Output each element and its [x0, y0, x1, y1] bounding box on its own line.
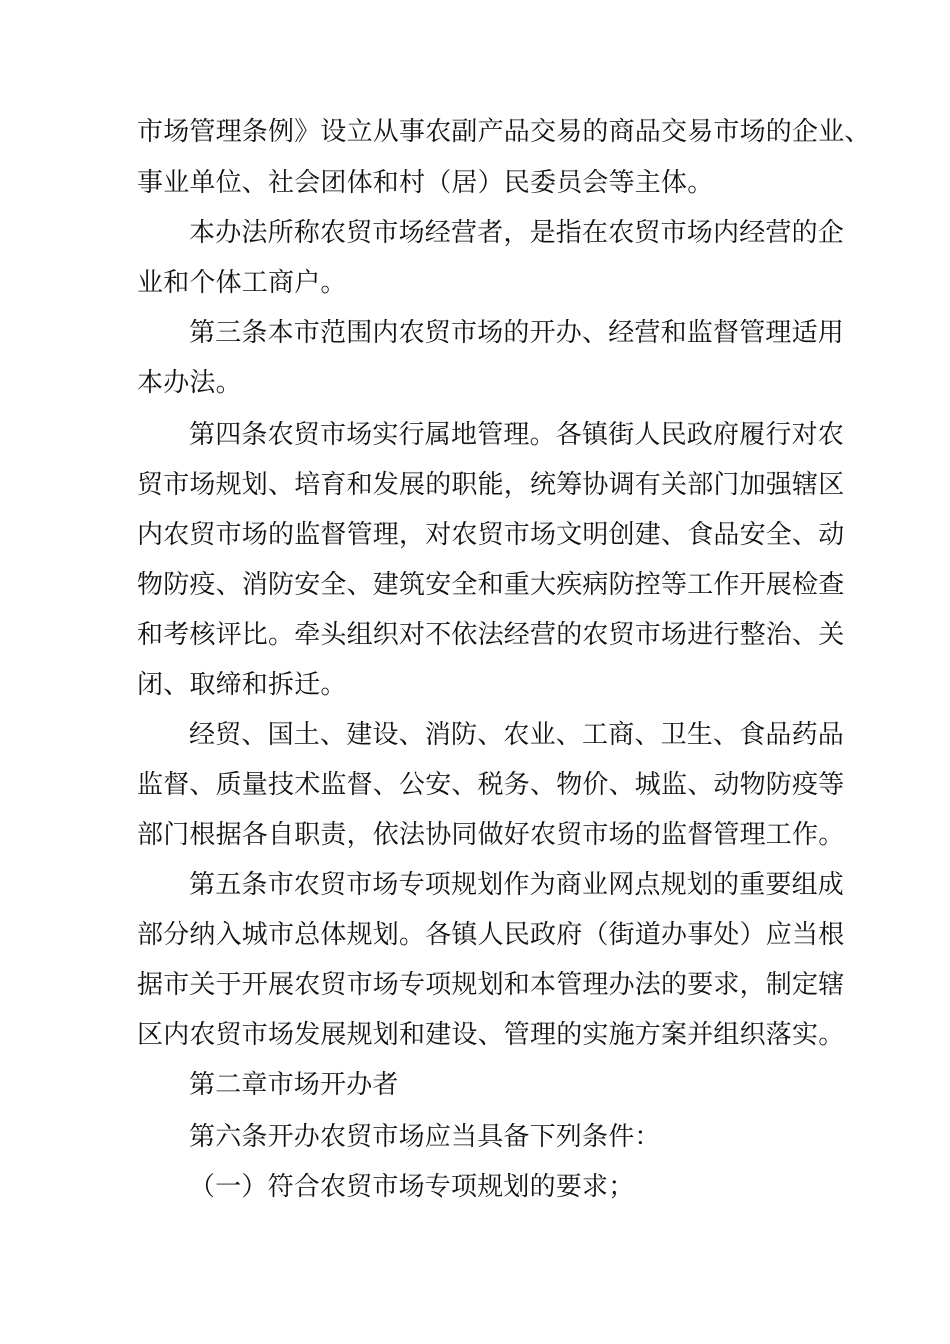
chapter-heading: 第二章市场开办者 [189, 1070, 399, 1100]
text-line-16: 第五条市农贸市场专项规划作为商业网点规划的重要组成 [189, 870, 845, 900]
text-line-19: 区内农贸市场发展规划和建设、管理的实施方案并组织落实。 [137, 1020, 845, 1050]
text-line-15: 部门根据各自职责，依法协同做好农贸市场的监督管理工作。 [137, 820, 845, 850]
text-line-2: 事业单位、社会团体和村（居）民委员会等主体。 [137, 168, 714, 198]
text-line-13: 经贸、国土、建设、消防、农业、工商、卫生、食品药品 [189, 720, 845, 750]
text-line-4: 业和个体工商户。 [137, 268, 347, 298]
text-line-17: 部分纳入城市总体规划。各镇人民政府（街道办事处）应当根 [137, 920, 845, 950]
text-line-9: 内农贸市场的监督管理，对农贸市场文明创建、食品安全、动 [137, 520, 845, 550]
text-line-18: 据市关于开展农贸市场专项规划和本管理办法的要求，制定辖 [137, 970, 845, 1000]
text-line-3: 本办法所称农贸市场经营者，是指在农贸市场内经营的企 [189, 218, 845, 248]
text-line-8: 贸市场规划、培育和发展的职能，统筹协调有关部门加强辖区 [137, 470, 845, 500]
text-line-12: 闭、取缔和拆迁。 [137, 670, 347, 700]
text-line-21: 第六条开办农贸市场应当具备下列条件： [189, 1122, 661, 1152]
text-line-7: 第四条农贸市场实行属地管理。各镇街人民政府履行对农 [189, 420, 845, 450]
text-line-11: 和考核评比。牵头组织对不依法经营的农贸市场进行整治、关 [137, 620, 845, 650]
text-line-5: 第三条本市范围内农贸市场的开办、经营和监督管理适用 [189, 318, 845, 348]
text-line-22: （一）符合农贸市场专项规划的要求； [189, 1172, 635, 1202]
text-line-14: 监督、质量技术监督、公安、税务、物价、城监、动物防疫等 [137, 770, 845, 800]
text-line-10: 物防疫、消防安全、建筑安全和重大疾病防控等工作开展检查 [137, 570, 845, 600]
text-line-1: 市场管理条例》设立从事农副产品交易的商品交易市场的企业、 [137, 117, 871, 147]
text-line-6: 本办法。 [137, 368, 242, 398]
